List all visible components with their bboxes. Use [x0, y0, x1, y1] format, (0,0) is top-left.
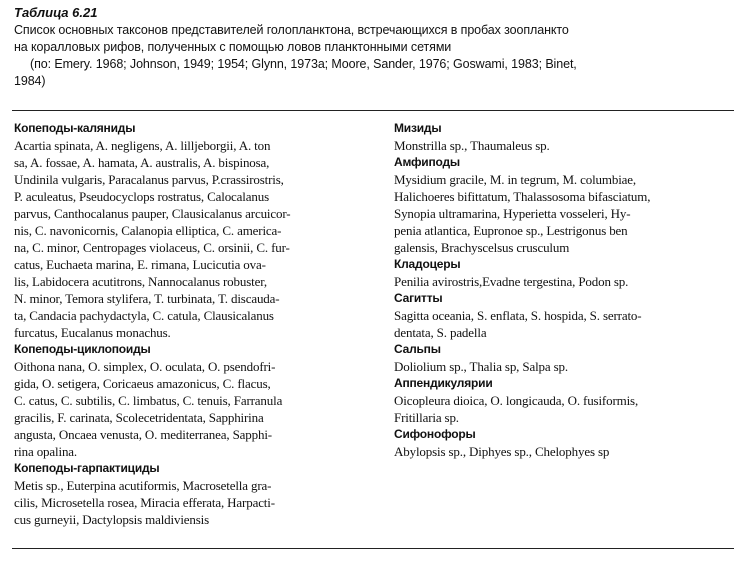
taxon-group-title: Мизиды — [394, 121, 442, 135]
top-divider — [12, 110, 734, 111]
caption-line: Список основных таксонов представителей голопланктона, встречающихся в пробах зоопланкто — [14, 23, 569, 37]
species-list-line: gracilis, F. carinata, Scolecetridentata, Sapphirina — [14, 410, 264, 425]
species-list-line: ta, Candacia pachydactyla, C. catula, Clausicalanus — [14, 308, 274, 323]
species-list-line: galensis, Brachyscelsus crusculum — [394, 240, 570, 255]
taxon-group-title: Сальпы — [394, 342, 441, 356]
left-column — [14, 120, 382, 528]
bottom-divider — [12, 548, 734, 549]
species-list-line: Metis sp., Euterpina acutiformis, Macrosetella gra- — [14, 478, 272, 493]
species-list-line: P. aculeatus, Pseudocyclops rostratus, Calocalanus — [14, 189, 269, 204]
taxon-group-title: Копеподы-гарпактициды — [14, 461, 160, 475]
caption-line: на коралловых рифов, полученных с помощью ловов планктонными сетями — [14, 40, 452, 54]
species-list-line: rina opalina. — [14, 444, 78, 459]
species-list-line: parvus, Canthocalanus pauper, Clausicalanus arcuicor- — [14, 206, 291, 221]
taxon-group-title: Аппендикулярии — [394, 376, 493, 390]
species-list-line: furcatus, Eucalanus monachus. — [14, 325, 171, 340]
species-list-line: cus gurneyii, Dactylopsis maldiviensis — [14, 512, 210, 527]
taxon-group-title: Копеподы-циклопоиды — [14, 342, 151, 356]
species-list-line: nis, C. navonicornis, Calanopia elliptica, C. america- — [14, 223, 282, 238]
species-list-line: Acartia spinata, A. negligens, A. lilljeborgii, A. ton — [14, 138, 271, 153]
species-list-line: angusta, Oncaea venusta, O. mediterranea, Sapphi- — [14, 427, 272, 442]
species-list-line: Fritillaria sp. — [394, 410, 459, 425]
species-list-line: lis, Labidocera acutitrons, Nannocalanus robuster, — [14, 274, 267, 289]
right-column — [394, 120, 734, 460]
species-list-line: dentata, S. padella — [394, 325, 487, 340]
species-list-line: N. minor, Temora stylifera, T. turbinata, T. discauda- — [14, 291, 280, 306]
taxon-group-title: Кладоцеры — [394, 257, 461, 271]
species-list-line: Abylopsis sp., Diphyes sp., Chelophyes sp — [394, 444, 610, 459]
species-list-line: na, C. minor, Centropages violaceus, C. orsinii, C. fur- — [14, 240, 290, 255]
species-list-line: Halichoeres bifittatum, Thalassosoma bifasciatum, — [394, 189, 651, 204]
species-list-line: Sagitta oceania, S. enflata, S. hospida, S. serrato- — [394, 308, 642, 323]
species-list-line: catus, Euchaeta marina, E. rimana, Lucicutia ova- — [14, 257, 266, 272]
taxon-group-title: Сагитты — [394, 291, 443, 305]
species-list-line: Oithona nana, O. simplex, O. oculata, O. psendofri- — [14, 359, 276, 374]
species-list-line: Doliolium sp., Thalia sp, Salpa sp. — [394, 359, 568, 374]
species-list-line: Penilia avirostris,Evadne tergestina, Podon sp. — [394, 274, 629, 289]
species-list-line: gida, O. setigera, Coricaeus amazonicus, C. flacus, — [14, 376, 271, 391]
table-caption — [14, 22, 736, 90]
caption-line: (по: Emery. 1968; Johnson, 1949; 1954; Glynn, 1973a; Moore, Sander, 1976; Goswami, 1983; Binet, — [30, 57, 577, 71]
species-list-line: Oicopleura dioica, O. longicauda, O. fusiformis, — [394, 393, 639, 408]
taxon-group-title: Сифонофоры — [394, 427, 476, 441]
caption-line: 1984) — [14, 74, 46, 88]
taxon-group-title: Амфиподы — [394, 155, 460, 169]
species-list-line: Monstrilla sp., Thaumaleus sp. — [394, 138, 550, 153]
species-list-line: Undinila vulgaris, Paracalanus parvus, P.crassirostris, — [14, 172, 284, 187]
species-list-line: Synopia ultramarina, Hyperietta vosseleri, Hy- — [394, 206, 631, 221]
taxon-group-title: Копеподы-каляниды — [14, 121, 136, 135]
species-list-line: cilis, Microsetella rosea, Miracia efferata, Harpacti- — [14, 495, 275, 510]
species-list-line: sa, A. fossae, A. hamata, A. australis, A. bispinosa, — [14, 155, 270, 170]
table-label: Таблица 6.21 — [14, 5, 98, 20]
species-list-line: C. catus, C. subtilis, C. limbatus, C. tenuis, Farranula — [14, 393, 283, 408]
species-list-line: penia atlantica, Eupronoe sp., Lestrigonus ben — [394, 223, 628, 238]
species-list-line: Mysidium gracile, M. in tegrum, M. columbiae, — [394, 172, 637, 187]
